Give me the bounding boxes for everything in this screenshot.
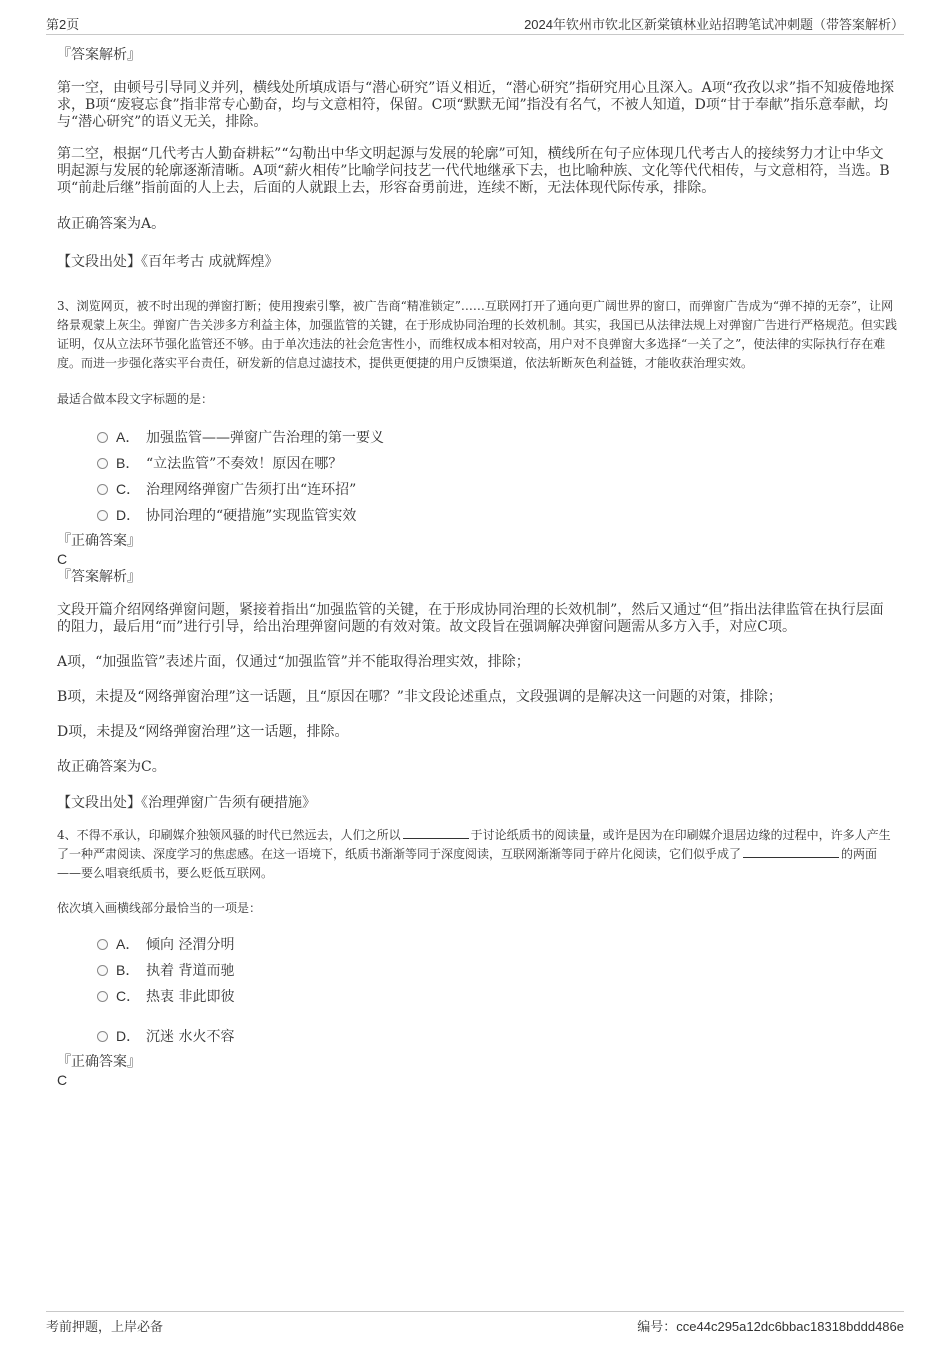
q3-source: 【文段出处】《治理弹窗广告须有硬措施》 xyxy=(57,795,316,811)
q4-option-b[interactable]: B． 执着 背道而驰 xyxy=(97,961,897,987)
q3-analysis-para-4: D项，未提及“网络弹窗治理”这一话题，排除。 xyxy=(57,724,349,740)
q2-conclusion: 故正确答案为A。 xyxy=(57,216,166,232)
q3-option-c[interactable]: C． 治理网络弹窗广告须打出“连环招” xyxy=(97,480,897,506)
document-title: 2024年钦州市钦北区新棠镇林业站招聘笔试冲刺题（带答案解析） xyxy=(524,17,904,32)
q4-answer: C xyxy=(57,1072,68,1088)
q2-analysis-para-2: 第二空，根据“几代考古人勤奋耕耘”“勾勒出中华文明起源与发展的轮廓”可知，横线所在句子应体现几代考古人的接续努力才让中华文明起源与发展的轮廓逐渐清晰。A项“薪火相传”比喻学问技艺一代代地继承下去，也比喻种族、文化等代代相传，与文意相符，当选。B项“前赴后继”指前面的人上去，后面的人就跟上去，形容奋勇前进，连续不断，无法体现代际传承，排除。 xyxy=(57,146,890,196)
q3-analysis-para-2: A项，“加强监管”表述片面，仅通过“加强监管”并不能取得治理实效，排除； xyxy=(57,654,530,670)
q3-option-b[interactable]: B． “立法监管”不奏效！原因在哪？ xyxy=(97,454,897,480)
radio-icon[interactable] xyxy=(97,510,108,521)
q4-blank-1 xyxy=(403,826,469,839)
q3-option-d[interactable]: D． 协同治理的“硬措施”实现监管实效 xyxy=(97,506,897,532)
q4-option-d[interactable]: D． 沉迷 水火不容 xyxy=(97,1027,897,1053)
footer-serial: 编号：cce44c295a12dc6bbac18318bddd486e xyxy=(637,1319,904,1334)
page-footer xyxy=(46,1311,904,1336)
page-number: 第2页 xyxy=(46,17,80,32)
q3-conclusion: 故正确答案为C。 xyxy=(57,759,166,775)
radio-icon[interactable] xyxy=(97,432,108,443)
q2-source: 【文段出处】《百年考古 成就辉煌》 xyxy=(57,254,279,270)
radio-icon[interactable] xyxy=(97,991,108,1002)
q4-stem: 4、不得不承认，印刷媒介独领风骚的时代已然远去，人们之所以 于讨论纸质书的阅读量，或许是因为在印刷媒介退居边缘的过程中，许多人产生了一种严肃阅读、深度学习的焦虑感。在这一语境下，纸质书渐渐等同于深度阅读，互联网渐渐等同于碎片化阅读，它们似乎成了 的两面——要么唱衰纸质书，要么贬低互联网。 xyxy=(57,828,891,880)
q4-option-c[interactable]: C． 热衷 非此即彼 xyxy=(97,987,897,1027)
q3-prompt: 最适合做本段文字标题的是： xyxy=(57,392,214,406)
q3-analysis-para-1: 文段开篇介绍网络弹窗问题，紧接着指出“加强监管的关键，在于形成协同治理的长效机制”，然后又通过“但”指出法律监管在执行层面的阻力，最后用“而”进行引导，给出治理弹窗问题的有效对策。故文段旨在强调解决弹窗问题需从多方入手，对应C项。 xyxy=(57,602,884,635)
q3-analysis-para-3: B项，未提及“网络弹窗治理”这一话题，且“原因在哪？”非文段论述重点，文段强调的是解决这一问题的对策，排除； xyxy=(57,689,782,705)
radio-icon[interactable] xyxy=(97,1031,108,1042)
q4-blank-2 xyxy=(743,845,839,858)
q3-stem: 3、浏览网页，被不时出现的弹窗打断；使用搜索引擎，被广告商“精准锁定”……互联网打开了通向更广阔世界的窗口，而弹窗广告成为“弹不掉的无奈”，让网络景观蒙上灰尘。弹窗广告关涉多方利益主体，加强监管的关键，在于形成协同治理的长效机制。其实，我国已从法律法规上对弹窗广告进行严格规范。但实践证明，仅从立法环节强化监管还不够。由于单次违法的社会危害性小，而维权成本相对较高，用户对不良弹窗大多选择“一关了之”，使法律的实际执行存在难度。而进一步强化落实平台责任，研发新的信息过滤技术，提供更便捷的用户反馈渠道，依法斩断灰色利益链，才能收获治理实效。 xyxy=(57,299,898,370)
q2-analysis-label: 『答案解析』 xyxy=(57,47,141,63)
page-content xyxy=(57,46,897,1089)
radio-icon[interactable] xyxy=(97,458,108,469)
q4-prompt: 依次填入画横线部分最恰当的一项是： xyxy=(57,901,262,915)
page-header xyxy=(46,14,904,35)
q3-answer: C xyxy=(57,551,68,567)
q3-analysis-label: 『答案解析』 xyxy=(57,569,141,585)
q3-answer-label: 『正确答案』 xyxy=(57,533,141,549)
radio-icon[interactable] xyxy=(97,484,108,495)
radio-icon[interactable] xyxy=(97,939,108,950)
footer-slogan: 考前押题，上岸必备 xyxy=(46,1319,164,1334)
q4-option-a[interactable]: A． 倾向 泾渭分明 xyxy=(97,935,897,961)
q3-option-a[interactable]: A． 加强监管——弹窗广告治理的第一要义 xyxy=(97,428,897,454)
radio-icon[interactable] xyxy=(97,965,108,976)
q4-answer-label: 『正确答案』 xyxy=(57,1054,141,1070)
q2-analysis-para-1: 第一空，由顿号引导同义并列，横线处所填成语与“潜心研究”语义相近，“潜心研究”指研究用心且深入。A项“孜孜以求”指不知疲倦地探求，B项“废寝忘食”指非常专心勤奋，均与文意相符，保留。C项“默默无闻”指没有名气，不被人知道，D项“甘于奉献”指乐意奉献，均与“潜心研究”的语义无关，排除。 xyxy=(57,80,895,130)
